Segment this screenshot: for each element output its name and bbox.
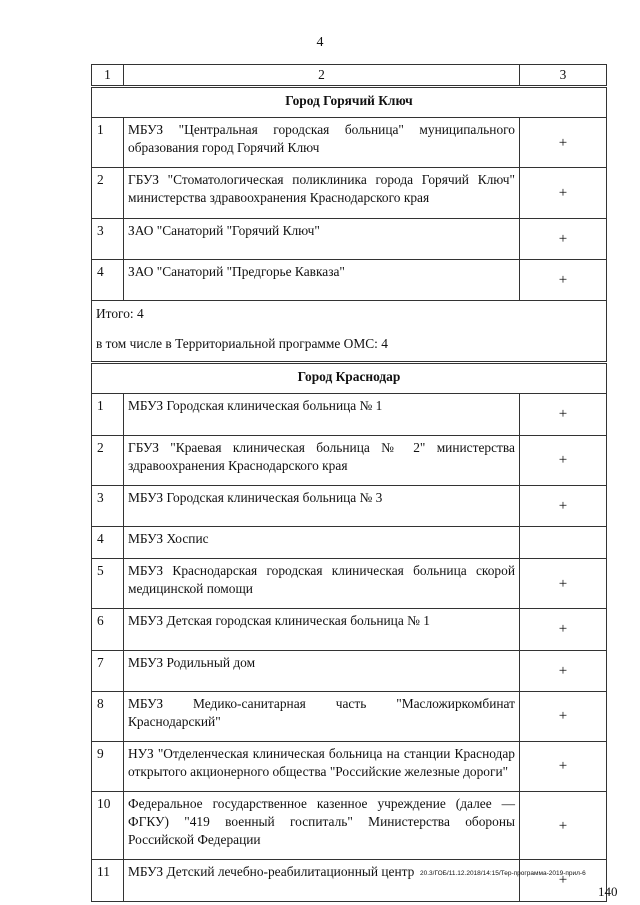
row-number: 11 [92, 860, 124, 901]
organization-name: НУЗ "Отделенческая клиническая больница на станции Краснодар открытого акционерного общества "Российские железные дороги" [124, 742, 520, 792]
inclusion-mark: + [520, 609, 607, 650]
organization-name: МБУЗ Медико-санитарная часть "Масложиркомбинат Краснодарский" [124, 691, 520, 741]
row-number: 4 [92, 527, 124, 559]
medical-organizations-table [91, 64, 607, 902]
inclusion-mark: + [520, 742, 607, 792]
total-oms-count: в том числе в Территориальной программе ОМС: 4 [96, 336, 388, 352]
row-number: 2 [92, 435, 124, 485]
total-count: Итого: 4 [96, 306, 144, 322]
organization-name: ГБУЗ "Стоматологическая поликлиника города Горячий Ключ" министерства здравоохранения Краснодарского края [124, 168, 520, 218]
table-row [92, 792, 607, 860]
organization-name: МБУЗ Детский лечебно-реабилитационный центр [124, 860, 520, 901]
table-row [92, 742, 607, 792]
column-number-1: 1 [92, 65, 124, 87]
row-number: 4 [92, 259, 124, 300]
organization-name: Федеральное государственное казенное учреждение (далее — ФГКУ) "419 военный госпиталь" Министерства обороны Российской Федерации [124, 792, 520, 860]
row-number: 3 [92, 485, 124, 526]
inclusion-mark: + [520, 860, 607, 901]
table-row [92, 259, 607, 300]
table-row [92, 118, 607, 168]
table-row [92, 609, 607, 650]
inclusion-mark: + [520, 485, 607, 526]
page-number: 4 [316, 35, 324, 50]
inclusion-mark: + [520, 118, 607, 168]
section-title: Город Горячий Ключ [92, 87, 607, 118]
organization-name: МБУЗ Городская клиническая больница № 1 [124, 394, 520, 435]
table-body [92, 87, 607, 902]
table-row [92, 218, 607, 259]
inclusion-mark: + [520, 218, 607, 259]
inclusion-mark: + [520, 559, 607, 609]
totals-row [92, 301, 607, 363]
column-number-3: 3 [520, 65, 607, 87]
row-number: 5 [92, 559, 124, 609]
inclusion-mark: + [520, 650, 607, 691]
inclusion-mark [520, 527, 607, 559]
table-row [92, 527, 607, 559]
table-row [92, 650, 607, 691]
inclusion-mark: + [520, 168, 607, 218]
organization-name: МБУЗ Городская клиническая больница № 3 [124, 485, 520, 526]
organization-name: МБУЗ Детская городская клиническая больница № 1 [124, 609, 520, 650]
inclusion-mark: + [520, 691, 607, 741]
row-number: 9 [92, 742, 124, 792]
table-row [92, 691, 607, 741]
organization-name: МБУЗ Родильный дом [124, 650, 520, 691]
row-number: 3 [92, 218, 124, 259]
row-number: 10 [92, 792, 124, 860]
inclusion-mark: + [520, 435, 607, 485]
row-number: 8 [92, 691, 124, 741]
organization-name: МБУЗ Краснодарская городская клиническая больница скорой медицинской помощи [124, 559, 520, 609]
table-row [92, 394, 607, 435]
section-title: Город Краснодар [92, 363, 607, 394]
column-number-2: 2 [124, 65, 520, 87]
row-number: 7 [92, 650, 124, 691]
inclusion-mark: + [520, 394, 607, 435]
totals-cell [92, 301, 607, 363]
row-number: 2 [92, 168, 124, 218]
organization-name: ГБУЗ "Краевая клиническая больница № 2" министерства здравоохранения Краснодарского края [124, 435, 520, 485]
table-header-row [92, 65, 607, 87]
inclusion-mark: + [520, 259, 607, 300]
section-header-row [92, 363, 607, 394]
table-row [92, 559, 607, 609]
organization-name: МБУЗ Хоспис [124, 527, 520, 559]
table-row [92, 435, 607, 485]
table-row [92, 168, 607, 218]
organization-name: ЗАО "Санаторий "Предгорье Кавказа" [124, 259, 520, 300]
section-header-row [92, 87, 607, 118]
sheet-number: 140 [598, 884, 618, 899]
row-number: 6 [92, 609, 124, 650]
organization-name: МБУЗ "Центральная городская больница" муниципального образования город Горячий Ключ [124, 118, 520, 168]
row-number: 1 [92, 394, 124, 435]
table-row [92, 860, 607, 901]
inclusion-mark: + [520, 792, 607, 860]
organization-name: ЗАО "Санаторий "Горячий Ключ" [124, 218, 520, 259]
footer-note: 20.3/ГОБ/11.12.2018/14:15/Тер-программа-2019-прил-6 [420, 870, 586, 877]
table-row [92, 485, 607, 526]
row-number: 1 [92, 118, 124, 168]
